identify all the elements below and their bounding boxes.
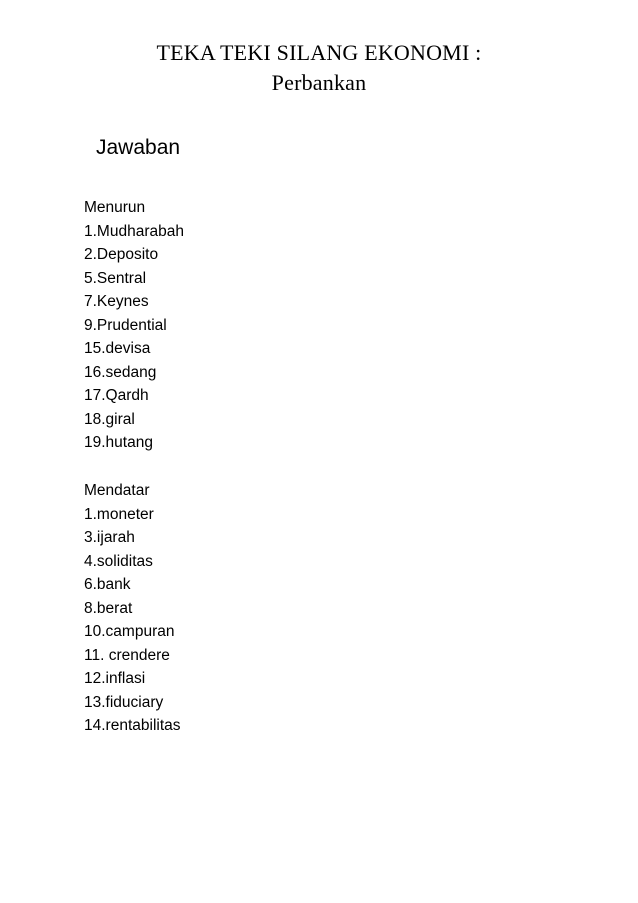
answer-entry: 17.Qardh	[84, 387, 149, 404]
down-answers-section	[84, 196, 184, 455]
answer-entry: 12.inflasi	[84, 670, 146, 687]
answer-entry: 4.soliditas	[84, 552, 153, 570]
answer-entry: 14.rentabilitas	[84, 717, 181, 734]
answer-entry: 18.giral	[84, 410, 135, 428]
answer-entry: 10.campuran	[84, 623, 175, 640]
across-answers-section	[84, 479, 181, 738]
answer-entry: 19.hutang	[84, 434, 153, 451]
answer-entry: 9.Prudential	[84, 316, 167, 334]
answer-entry: 1.moneter	[84, 505, 154, 523]
across-section-label: Mendatar	[84, 482, 150, 499]
answer-entry: 7.Keynes	[84, 293, 149, 310]
answer-entry: 16.sedang	[84, 363, 157, 381]
title-line-subject: Perbankan	[271, 70, 367, 95]
answer-entry: 13.fiduciary	[84, 693, 164, 711]
answers-heading: Jawaban	[96, 136, 181, 159]
answer-entry: 3.ijarah	[84, 529, 135, 546]
answer-entry: 8.berat	[84, 599, 133, 617]
answer-entry: 2.Deposito	[84, 246, 159, 263]
answer-entry: 1.Mudharabah	[84, 222, 184, 240]
answer-entry: 15.devisa	[84, 340, 151, 357]
document-title	[0, 38, 638, 98]
down-section-label: Menurun	[84, 199, 146, 216]
title-line-main: TEKA TEKI SILANG EKONOMI :	[156, 40, 482, 65]
answer-entry: 6.bank	[84, 576, 131, 593]
answer-entry: 11. crendere	[84, 646, 170, 664]
answer-entry: 5.Sentral	[84, 269, 147, 287]
